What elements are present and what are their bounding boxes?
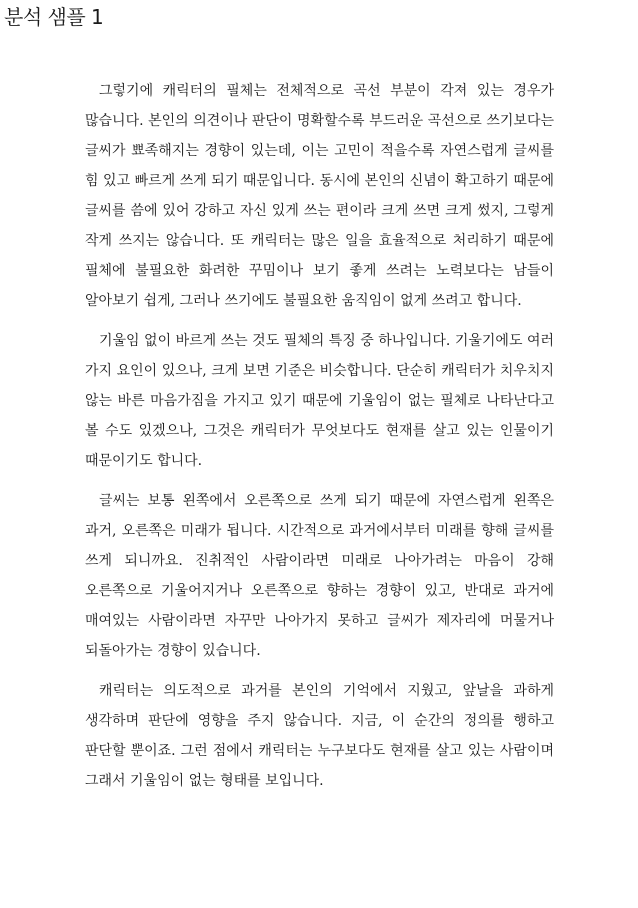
paragraph: 캐릭터는 의도적으로 과거를 본인의 기억에서 지웠고, 앞날을 과하게 생각하며 판단에 영향을 주지 않습니다. 지금, 이 순간의 정의를 행하고 판단할 뿐이죠. 그런 점에서 캐릭터는 누구보다도 현재를 살고 있는 사람이며 그래서 기울임이 없는 형태를 보입니다. [85,683,554,789]
paragraph: 글씨는 보통 왼쪽에서 오른쪽으로 쓰게 되기 때문에 자연스럽게 왼쪽은 과거, 오른쪽은 미래가 됩니다. 시간적으로 과거에서부터 미래를 향해 글씨를 쓰게 되니까요. 진취적인 사람이라면 미래로 나아가려는 마음이 강해 오른쪽으로 기울어지거나 오른쪽으로 향하는 경향이 있고, 반대로 과거에 매여있는 사람이라면 자꾸만 나아가지 못하고 글씨가 제자리에 머물거나 되돌아가는 경향이 있습니다. [85,493,554,659]
document-body [85,76,554,796]
paragraph: 기울임 없이 바르게 쓰는 것도 필체의 특징 중 하나입니다. 기울기에도 여러 가지 요인이 있으나, 크게 보면 기준은 비슷합니다. 단순히 캐릭터가 치우치지 않는 바른 마음가짐을 가지고 있기 때문에 기울임이 없는 필체로 나타난다고 볼 수도 있겠으나, 그것은 캐릭터가 무엇보다도 현재를 살고 있는 인물이기 때문이기도 합니다. [85,333,554,469]
paragraph: 그렇기에 캐릭터의 필체는 전체적으로 곡선 부분이 각져 있는 경우가 많습니다. 본인의 의견이나 판단이 명확할수록 부드러운 곡선으로 쓰기보다는 글씨가 뾰족해지는 경향이 있는데, 이는 고민이 적을수록 자연스럽게 글씨를 힘 있고 빠르게 쓰게 되기 때문입니다. 동시에 본인의 신념이 확고하기 때문에 글씨를 씀에 있어 강하고 자신 있게 쓰는 편이라 크게 쓰면 크게 썼지, 그렇게 작게 쓰지는 않습니다. 또 캐릭터는 많은 일을 효율적으로 처리하기 때문에 필체에 불필요한 화려한 꾸밈이나 보기 좋게 쓰려는 노력보다는 남들이 알아보기 쉽게, 그러나 쓰기에도 불필요한 움직임이 없게 쓰려고 합니다. [85,83,554,309]
page-title: 분석 샘플 1 [4,5,104,29]
